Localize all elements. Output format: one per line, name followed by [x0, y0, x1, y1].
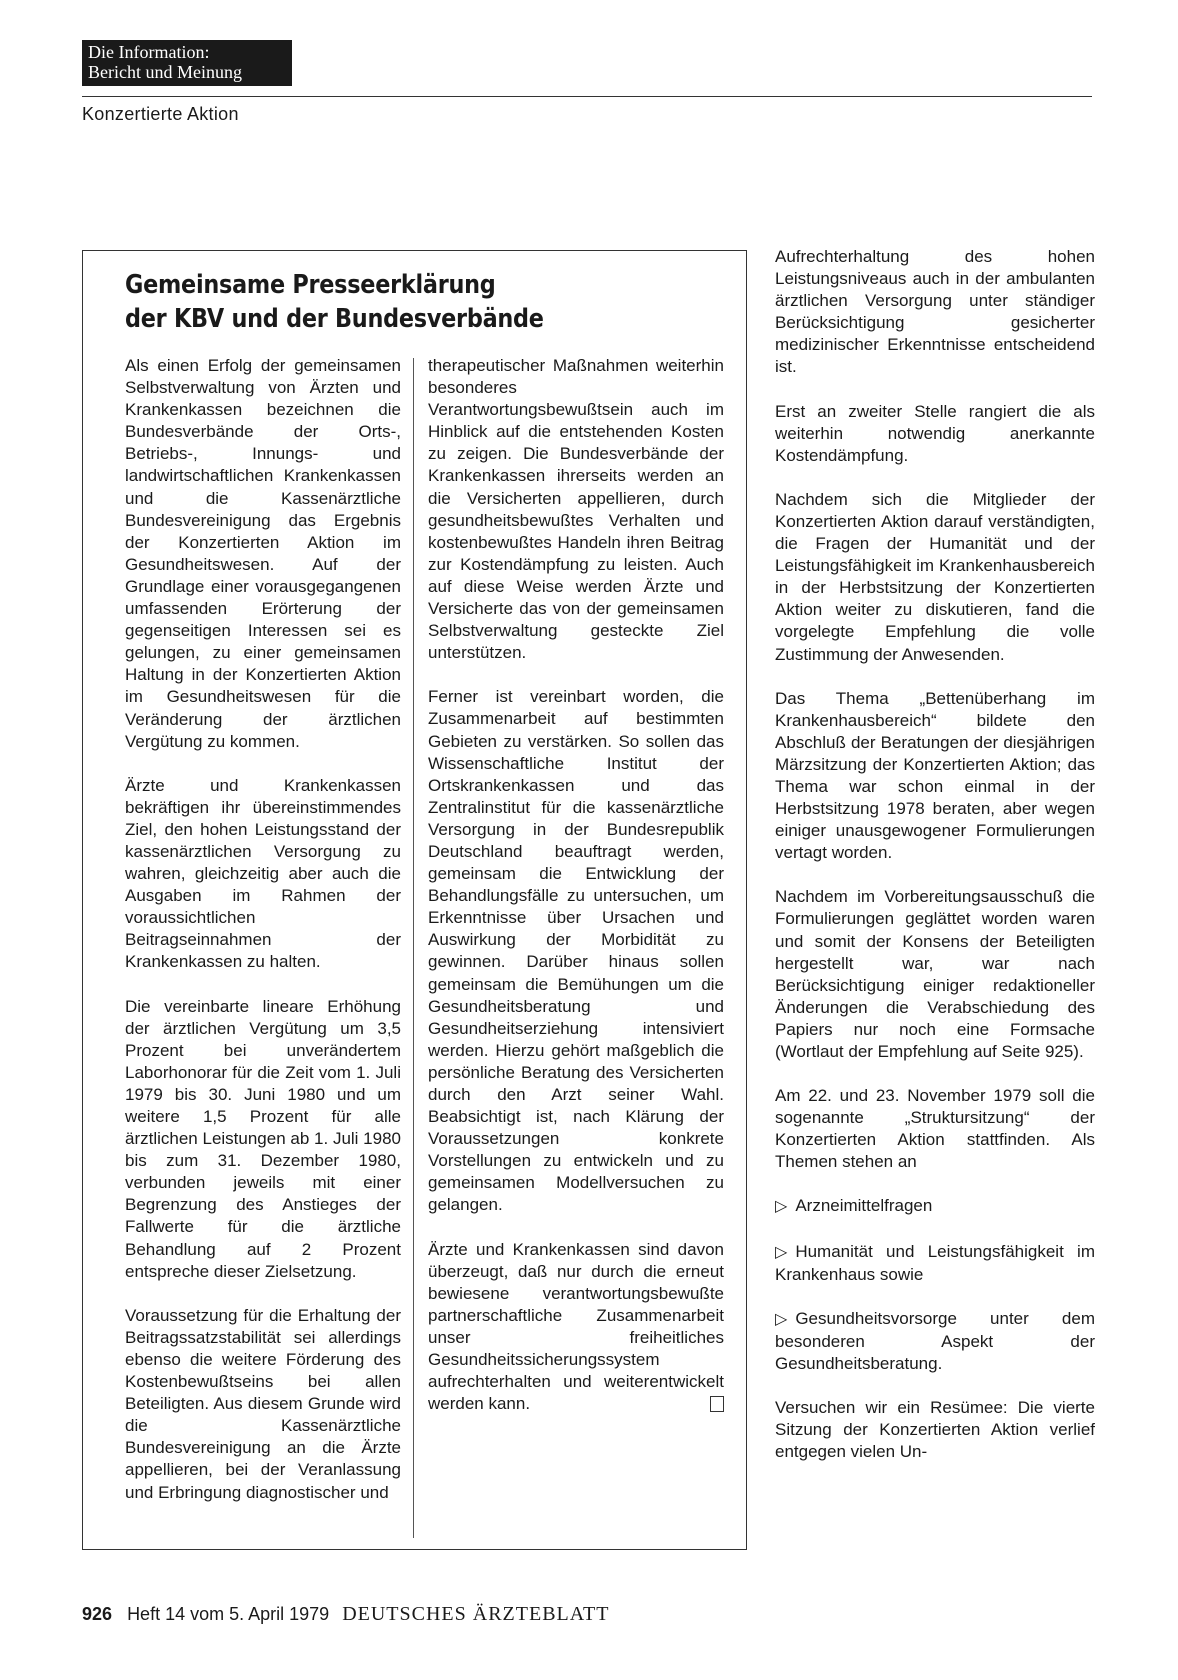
paragraph-final	[428, 1239, 724, 1416]
page-number: 926	[82, 1604, 113, 1624]
paragraph: Als einen Erfolg der gemeinsamen Selbstverwaltung von Ärzten und Krankenkassen bezeichnen die Bundesverbände der Orts-, Betriebs-, Innungs- und landwirtschaftlichen Krankenkassen und die Kassenärztliche Bundesvereinigung das Ergebnis der Konzertierten Aktion im Gesundheitswesen. Auf der Grundlage einer vorausgegangenen umfassenden Erörterung der gegenseitigen Interessen sei es gelungen, zu einer gemeinsamen Haltung in der Konzertierten Aktion im Gesundheitswesen für die Veränderung der ärztlichen Vergütung zu kommen.	[125, 356, 401, 751]
paragraph-text: Ärzte und Krankenkassen sind davon überzeugt, daß nur durch die erneut bewiesene verantwortungsbewußte partnerschaftliche Zusammenarbeit unser freiheitliches Gesundheitssicherungssystem aufrechterhalten und weiterentwickelt werden kann.	[428, 1239, 724, 1414]
section-badge	[82, 40, 292, 86]
paragraph: Versuchen wir ein Resümee: Die vierte Sitzung der Konzertierten Aktion verlief entgegen vielen Un-	[775, 1398, 1095, 1462]
paragraph: Am 22. und 23. November 1979 soll die sogenannte „Struktursitzung“ der Konzertierten Aktion stattfinden. Als Themen stehen an	[775, 1086, 1095, 1172]
bullet-item	[775, 1241, 1095, 1286]
bullet-item	[775, 1195, 1095, 1218]
paragraph: Ferner ist vereinbart worden, die Zusammenarbeit auf bestimmten Gebieten zu verstärken. So sollen das Wissenschaftliche Institut der Ortskrankenkassen und das Zentralinstitut für die kassenärztliche Versorgung in der Bundesrepublik Deutschland beauftragt werden, gemeinsam die Entwicklung der Behandlungsfälle zu untersuchen, um Erkenntnisse über Ursachen und Auswirkung der Morbidität zu gewinnen. Darüber hinaus sollen gemeinsam die Bemühungen um die Gesundheitsberatung und Gesundheitserziehung intensiviert werden. Hierzu gehört maßgeblich die persönliche Beratung des Versicherten durch den Arzt seiner Wahl. Beabsichtigt ist, nach Klärung der Voraussetzungen konkrete Vorstellungen zu entwickeln und zu gemeinsamen Modellversuchen zu gelangen.	[428, 687, 724, 1215]
page-footer	[82, 1603, 609, 1626]
paragraph: Aufrechterhaltung des hohen Leistungsniveaus auch in der ambulanten ärztlichen Versorgung unter ständiger Berücksichtigung gesicherter medizinischer Erkenntnisse entscheidend ist.	[775, 247, 1095, 377]
triangle-bullet-icon: ▷	[775, 1243, 788, 1261]
paragraph: Die vereinbarte lineare Erhöhung der ärztlichen Vergütung um 3,5 Prozent bei unverändertem Laborhonorar für die Zeit vom 1. Juli 1979 bis 30. Juni 1980 und um weitere 1,5 Prozent für alle ärztlichen Leistungen ab 1. Juli 1980 bis zum 31. Dezember 1980, verbunden jeweils mit einer Begrenzung des Anstieges der Fallwerte für die ärztliche Behandlung auf 2 Prozent entspreche dieser Zielsetzung.	[125, 996, 401, 1281]
paragraph: Ärzte und Krankenkassen bekräftigen ihr übereinstimmendes Ziel, den hohen Leistungsstand der kassenärztlichen Versorgung zu wahren, gleichzeitig aber auch die Ausgaben im Rahmen der voraussichtlichen Beitragseinnahmen der Krankenkassen zu halten.	[125, 775, 401, 972]
paragraph: Nachdem sich die Mitglieder der Konzertierten Aktion darauf verständigten, die Fragen der Humanität und der Leistungsfähigkeit im Krankenhausbereich in der Herbstsitzung der Konzertierten Aktion weiter zu diskutieren, fand die vorgelegte Empfehlung die volle Zustimmung der Anwesenden.	[775, 489, 1095, 664]
badge-line-1: Die Information:	[88, 42, 210, 62]
paragraph: Das Thema „Bettenüberhang im Krankenhausbereich“ bildete den Abschluß der Beratungen der diesjährigen Märzsitzung der Konzertierten Aktion; das Thema war schon einmal in der Herbstsitzung 1978 beraten, aber wegen einiger unausgewogener Formulierungen vertagt worden.	[775, 688, 1095, 863]
title-line-1: Gemeinsame Presseerklärung	[125, 270, 496, 300]
bullet-text: Gesundheitsvorsorge unter dem besonderen Aspekt der Gesundheitsberatung.	[775, 1308, 1095, 1373]
box-column-2	[428, 355, 724, 1415]
article-title	[125, 268, 544, 336]
paragraph: Voraussetzung für die Erhaltung der Beitragssatzstabilität sei allerdings ebenso die weitere Förderung des Kostenbewußtseins bei allen Beteiligten. Aus diesem Grunde wird die Kassenärztliche Bundesvereinigung an die Ärzte appellieren, bei der Veranlassung und Erbringung diagnostischer und	[125, 1305, 401, 1502]
top-rule	[82, 96, 1092, 97]
end-mark-icon	[710, 1396, 724, 1412]
section-label: Konzertierte Aktion	[82, 104, 239, 124]
title-line-2: der KBV und der Bundesverbände	[125, 304, 544, 334]
triangle-bullet-icon: ▷	[775, 1310, 788, 1328]
paragraph: Nachdem im Vorbereitungsausschuß die Formulierungen geglättet worden waren und somit der Konsens der Beteiligten hergestellt war, war nach Berücksichtigung einiger redaktioneller Änderungen die Verabschiedung des Papiers nur noch eine Formsache (Wortlaut der Empfehlung auf Seite 925).	[775, 887, 1095, 1061]
triangle-bullet-icon: ▷	[775, 1198, 788, 1216]
badge-line-2: Bericht und Meinung	[88, 62, 242, 82]
journal-name: DEUTSCHES ÄRZTEBLATT	[342, 1603, 610, 1625]
paragraph: Erst an zweiter Stelle rangiert die als weiterhin notwendig anerkannte Kostendämpfung.	[775, 401, 1095, 465]
column-divider	[413, 358, 414, 1538]
article-column-3	[775, 246, 1095, 1463]
issue-info: Heft 14 vom 5. April 1979	[127, 1604, 330, 1624]
paragraph: therapeutischer Maßnahmen weiterhin besonderes Verantwortungsbewußtsein auch im Hinblick auf die entstehenden Kosten zu zeigen. Die Bundesverbände der Krankenkassen ihrerseits werden an die Versicherten appellieren, durch gesundheitsbewußtes Verhalten und kostenbewußtes Handeln ihren Beitrag zur Kostendämpfung zu leisten. Auch auf diese Weise werden Ärzte und Versicherte das von der gemeinsamen Selbstverwaltung gesteckte Ziel unterstützen.	[428, 356, 724, 663]
bullet-text: Humanität und Leistungsfähigkeit im Krankenhaus sowie	[775, 1241, 1095, 1284]
box-column-1	[125, 355, 401, 1504]
bullet-text: Arzneimittelfragen	[795, 1196, 933, 1216]
bullet-item	[775, 1308, 1095, 1375]
